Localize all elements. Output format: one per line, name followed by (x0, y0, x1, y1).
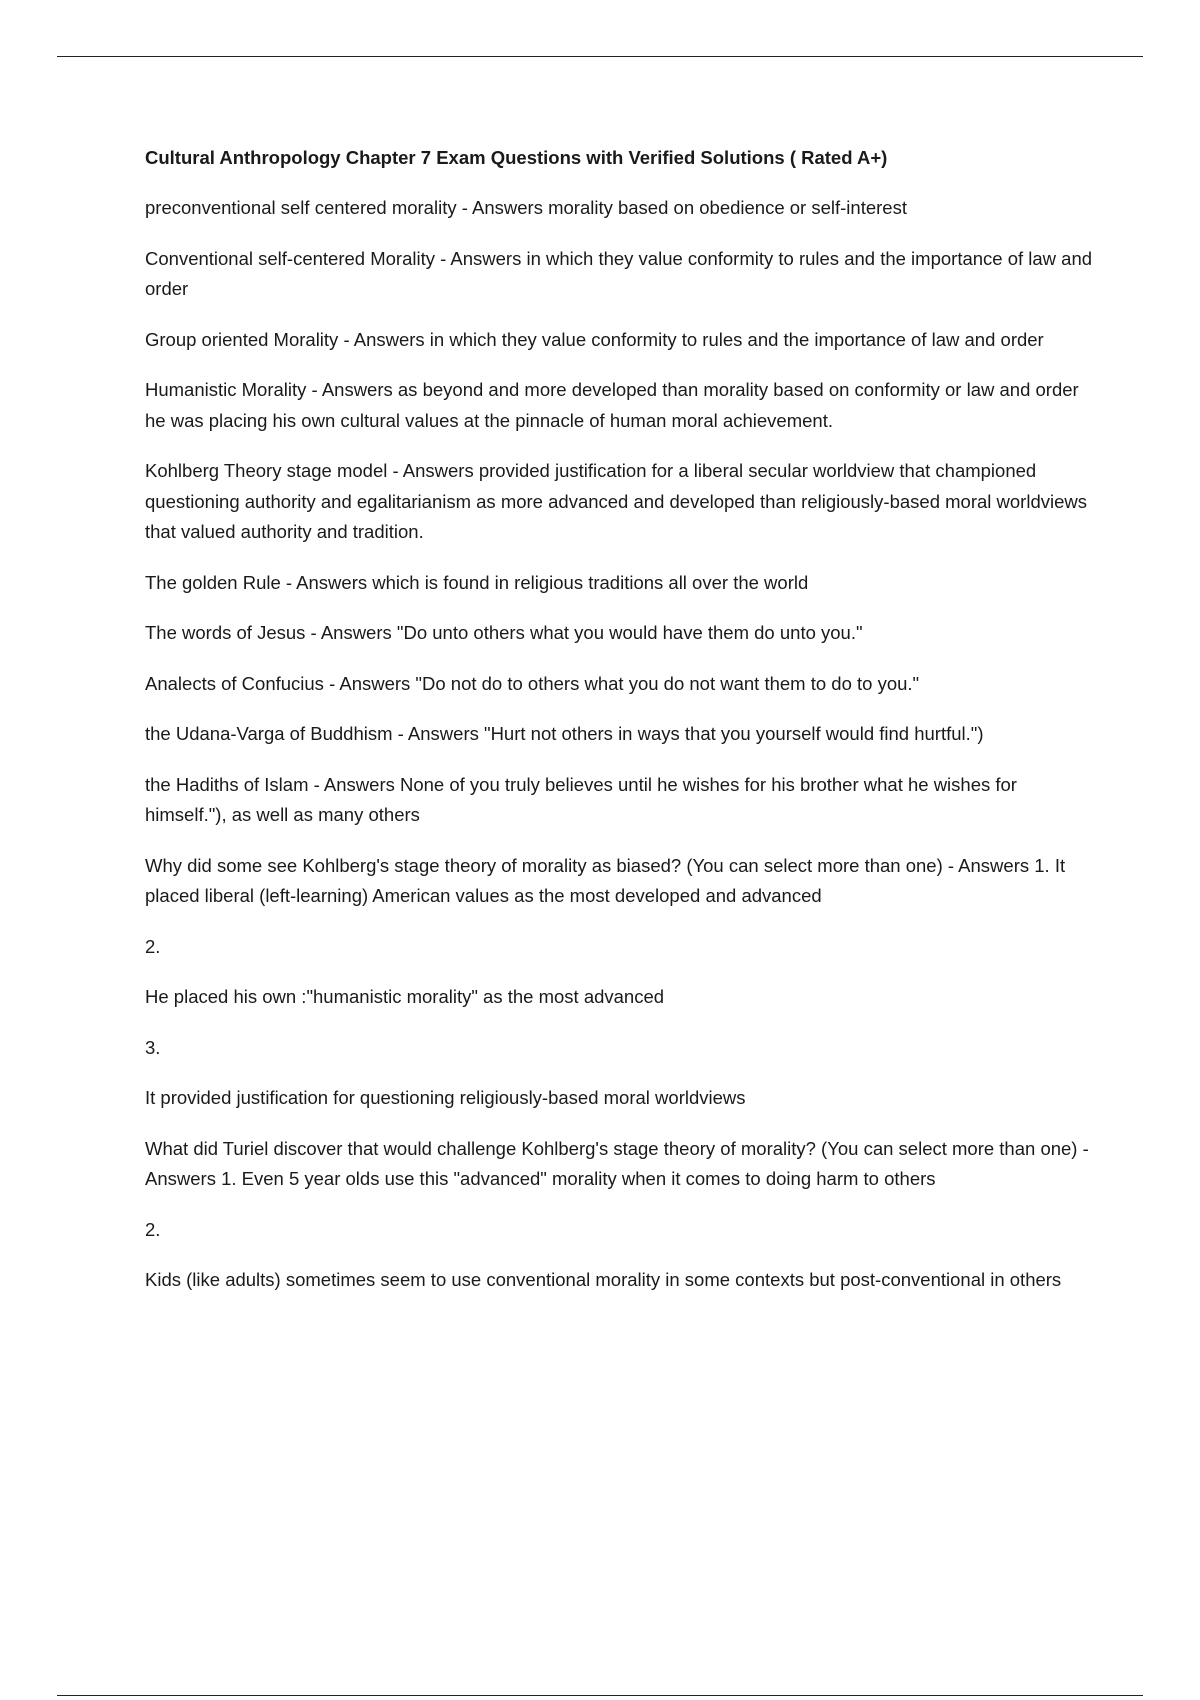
paragraph: What did Turiel discover that would challenge Kohlberg's stage theory of morality? (You can select more than one) - Answers 1. Even 5 year olds use this "advanced" morality when it comes to doing harm to others (145, 1137, 1089, 1189)
paragraph: the Hadiths of Islam - Answers None of you truly believes until he wishes for his brother what he wishes for himself."), as well as many others (145, 773, 1017, 825)
paragraph: Group oriented Morality - Answers in which they value conformity to rules and the importance of law and order (145, 328, 1044, 350)
top-rule (57, 56, 1143, 57)
document-body (145, 143, 1100, 1316)
paragraph: It provided justification for questioning religiously-based moral worldviews (145, 1087, 746, 1108)
paragraph: Kids (like adults) sometimes seem to use conventional morality in some contexts but post-conventional in others (145, 1269, 1062, 1290)
paragraph: The words of Jesus - Answers "Do unto others what you would have them do unto you." (145, 622, 863, 643)
list-number: 2. (145, 935, 161, 957)
paragraph: Humanistic Morality - Answers as beyond and more developed than morality based on conformity or law and order he was placing his own cultural values at the pinnacle of human moral achievement. (145, 379, 1079, 431)
paragraph: Why did some see Kohlberg's stage theory of morality as biased? (You can select more than one) - Answers 1. It placed liberal (left-learning) American values as the most developed and advanced (145, 854, 1066, 906)
bottom-rule (57, 1695, 1143, 1696)
paragraph: Kohlberg Theory stage model - Answers provided justification for a liberal secular worldview that championed questioning authority and egalitarianism as more advanced and developed than religiously-based moral worldviews that valued authority and tradition. (145, 460, 1087, 542)
list-number: 3. (145, 1036, 161, 1058)
paragraph: He placed his own :"humanistic morality" as the most advanced (145, 986, 665, 1007)
document-title: Cultural Anthropology Chapter 7 Exam Questions with Verified Solutions ( Rated A+) (145, 147, 888, 168)
paragraph: the Udana-Varga of Buddhism - Answers "Hurt not others in ways that you yourself would find hurtful.") (145, 723, 984, 744)
paragraph: Conventional self-centered Morality - Answers in which they value conformity to rules and the importance of law and order (145, 247, 1093, 299)
list-number: 2. (145, 1218, 161, 1240)
paragraph: preconventional self centered morality - Answers morality based on obedience or self-interest (145, 197, 907, 218)
paragraph: Analects of Confucius - Answers "Do not do to others what you do not want them to do to you." (145, 672, 920, 694)
paragraph: The golden Rule - Answers which is found in religious traditions all over the world (145, 571, 809, 593)
